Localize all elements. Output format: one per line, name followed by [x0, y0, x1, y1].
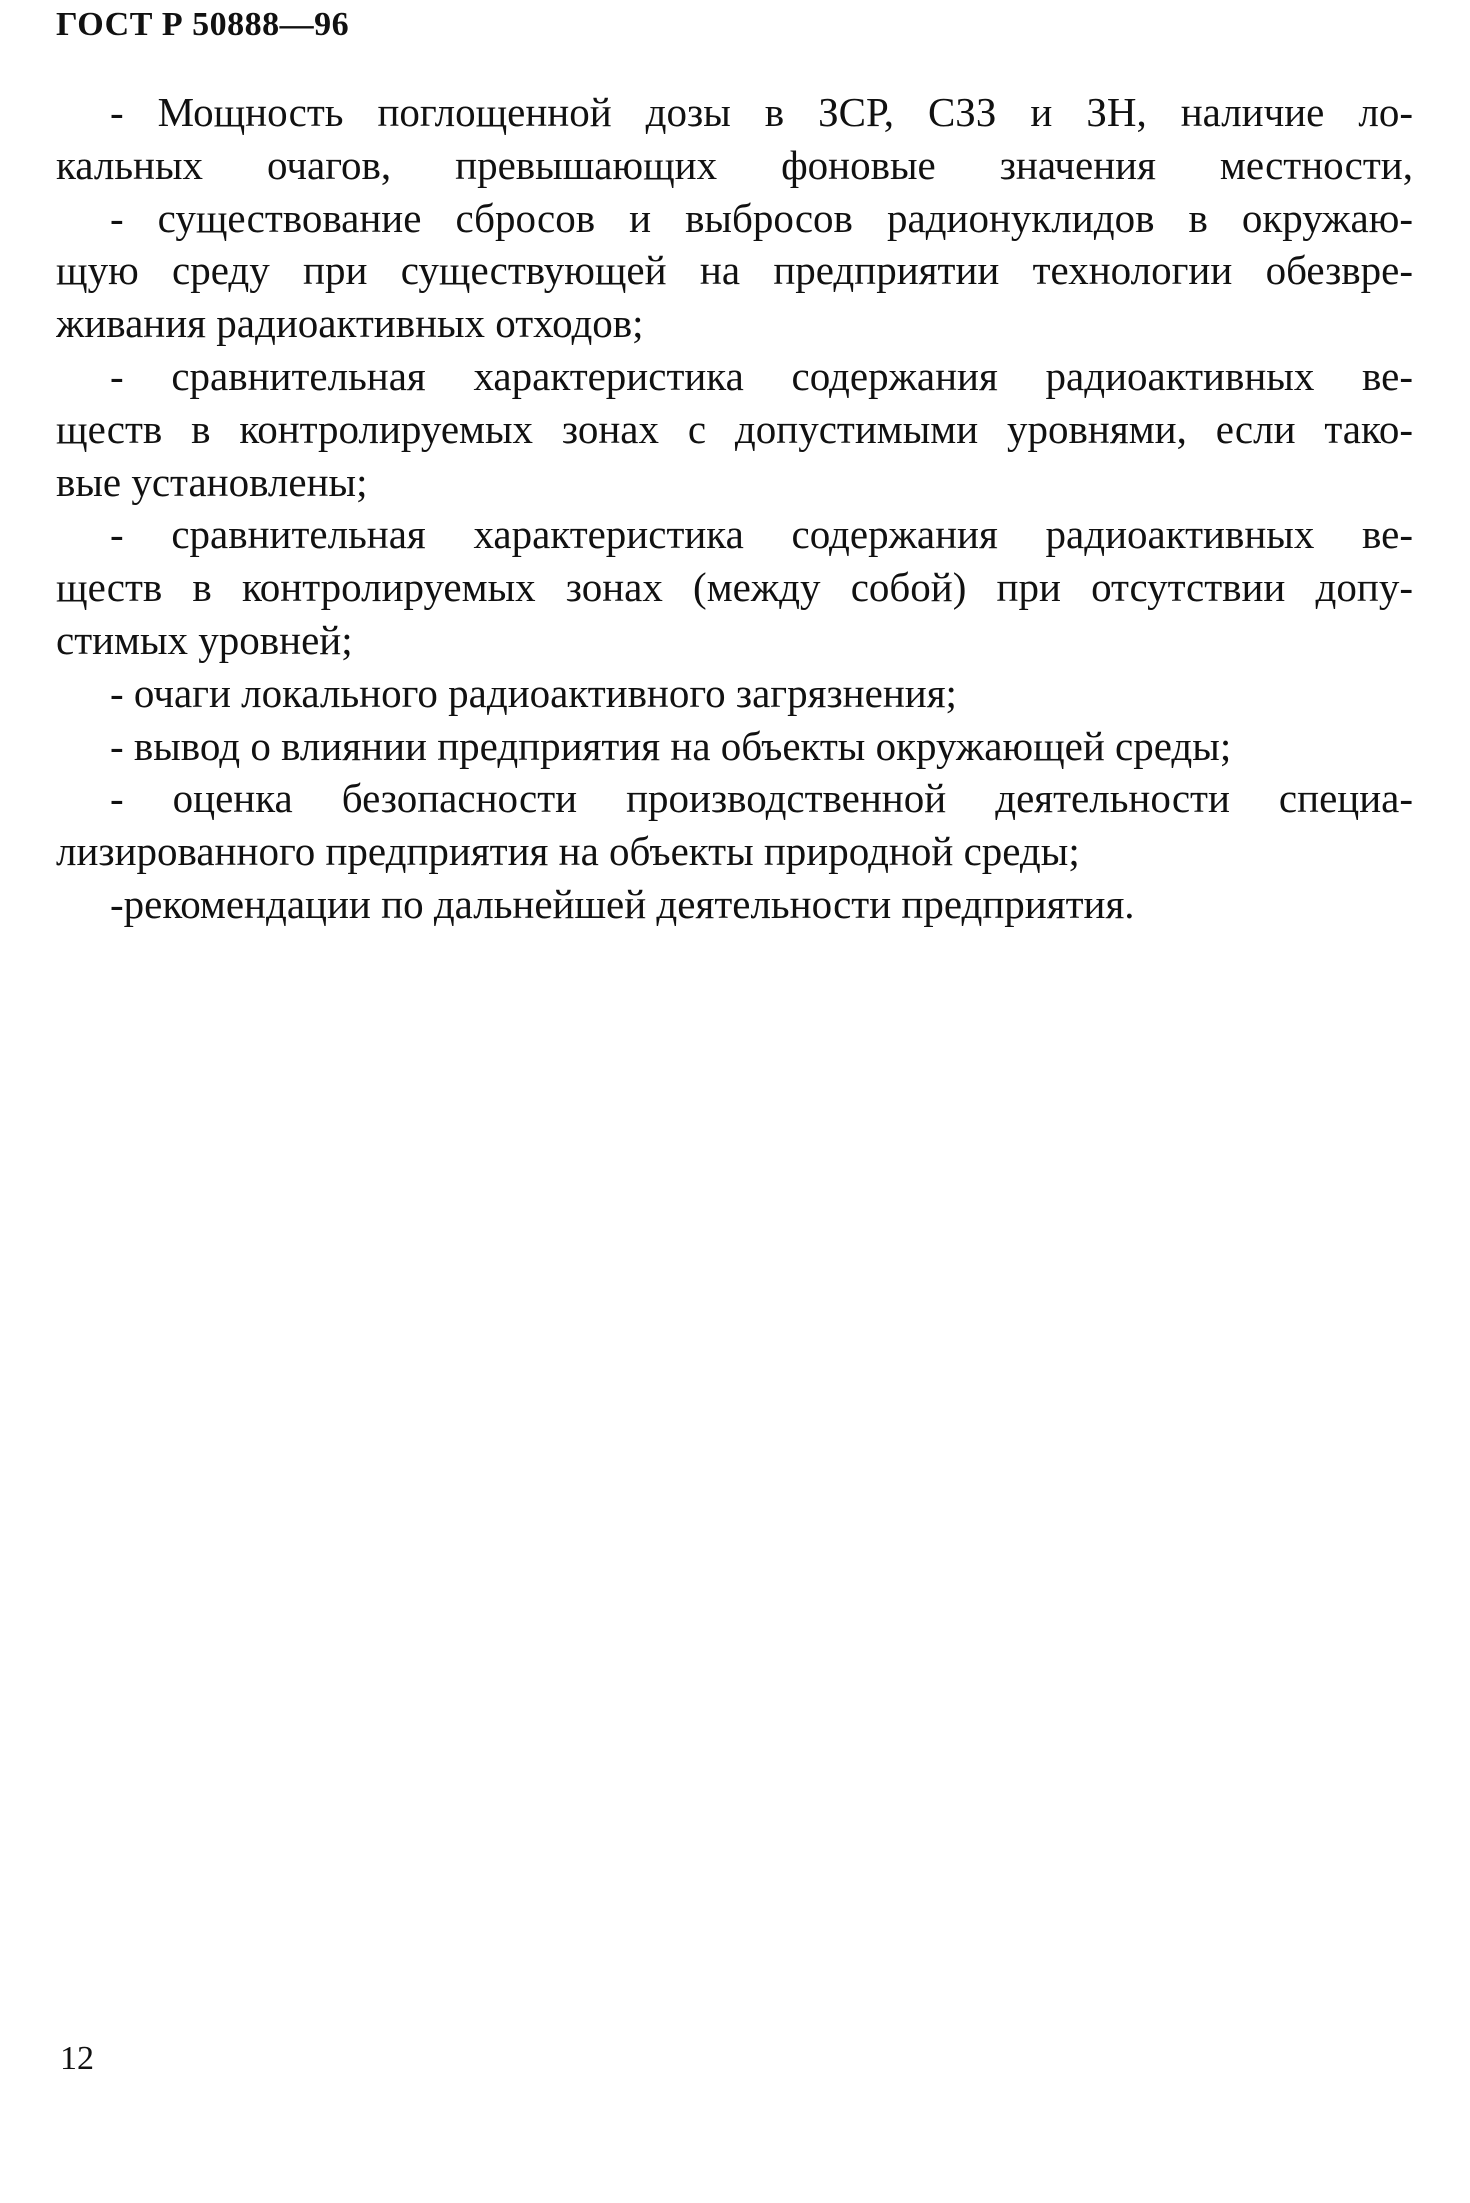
- text-line: - оценка безопасности производственной деятельности специа-: [110, 775, 1413, 822]
- page-number: 12: [60, 2040, 94, 2077]
- text-line: вые установлены;: [56, 458, 368, 505]
- body-text: [56, 86, 1413, 931]
- text-line: - вывод о влиянии предприятия на объекты окружающей среды;: [110, 722, 1232, 769]
- text-line: стимых уровней;: [56, 616, 353, 663]
- running-header: ГОСТ Р 50888—96: [56, 6, 350, 43]
- text-line: -рекомендации по дальнейшей деятельности предприятия.: [110, 880, 1135, 927]
- text-line: - существование сбросов и выбросов радионуклидов в окружаю-: [110, 194, 1413, 241]
- text-line: кальных очагов, превышающих фоновые значения местности,: [56, 141, 1413, 188]
- text-line: - сравнительная характеристика содержания радиоактивных ве-: [110, 352, 1413, 399]
- text-line: ществ в контролируемых зонах (между собой) при отсутствии допу-: [56, 564, 1413, 611]
- text-line: - сравнительная характеристика содержания радиоактивных ве-: [110, 511, 1413, 558]
- text-line: живания радиоактивных отходов;: [56, 300, 644, 347]
- text-line: лизированного предприятия на объекты природной среды;: [56, 828, 1080, 875]
- text-line: - очаги локального радиоактивного загрязнения;: [110, 669, 957, 716]
- text-line: - Мощность поглощенной дозы в ЗСР, СЗЗ и ЗН, наличие ло-: [110, 89, 1413, 135]
- text-line: ществ в контролируемых зонах с допустимыми уровнями, если тако-: [56, 405, 1413, 452]
- text-line: щую среду при существующей на предприятии технологии обезвре-: [56, 247, 1413, 294]
